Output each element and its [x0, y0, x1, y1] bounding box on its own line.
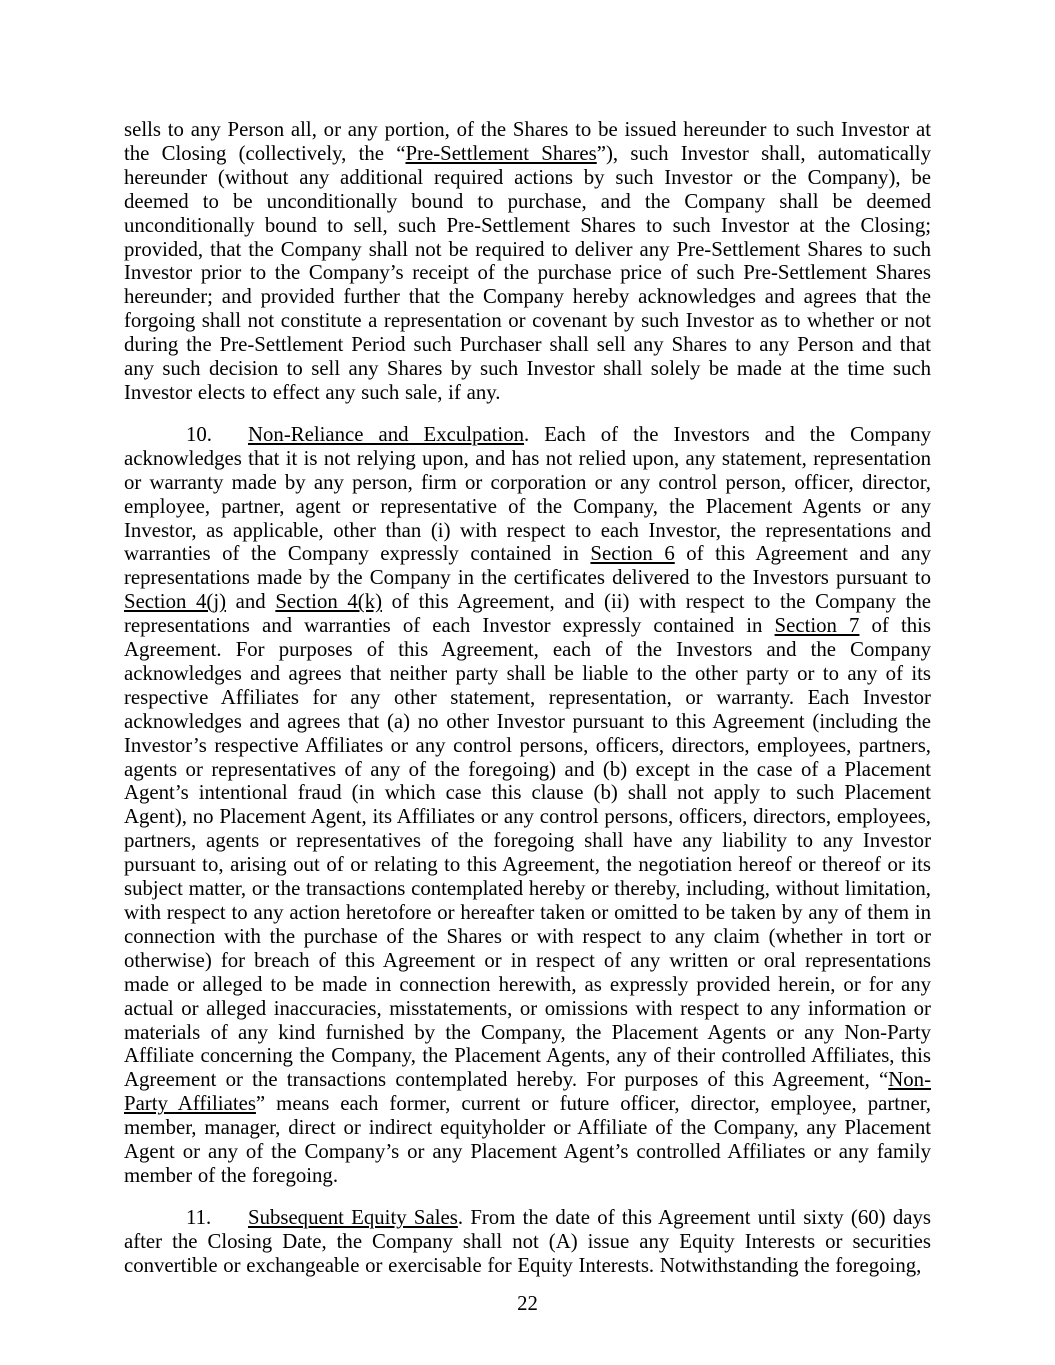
underlined-term: Section 4(j) [124, 590, 227, 614]
paragraph-number: 11. [186, 1205, 212, 1229]
section-10-non-reliance-and-exculpation-paragraph [124, 423, 931, 1188]
underlined-term: Subsequent Equity Sales [248, 1205, 458, 1229]
text-run: . From the date of this Agreement until sixty (60) days after the Closing Date, the Company shall not (A) issue any Equity Interests or securities convertible or exchangeable or exercisable for Equity Interests. Notwithstanding the foregoing, [124, 1205, 931, 1277]
text-run: . Each of the Investors and the Company acknowledges that it is not relying upon, and has not relied upon, any statement, representation or warranty made by any person, firm or corporation or any control person, officer, director, employee, partner, agent or representative of the Company, the Placement Agents or any Investor, as applicable, other than (i) with respect to each Investor, the representations and warranties of the Company expressly contained in [124, 422, 931, 566]
pre-settlement-shares-continuation-paragraph [124, 118, 931, 405]
text-run: of this Agreement and any representations made by the Company in the certificates delivered to the Investors pursuant to [124, 542, 931, 590]
underlined-term: Pre-Settlement Shares [405, 141, 597, 165]
paragraph-number: 10. [186, 422, 212, 446]
underlined-term: Non-Party Affiliates [124, 1068, 931, 1116]
text-run: of this Agreement, and (ii) with respect to the Company the representations and warranties of each Investor expressly contained in [124, 590, 931, 638]
underlined-term: Section 4(k) [275, 590, 383, 614]
underlined-term: Section 6 [590, 542, 675, 566]
text-run: and [226, 590, 276, 614]
page-number: 22 [517, 1292, 538, 1315]
text-run: ” means each former, current or future officer, director, employee, partner, member, manager, direct or indirect equityholder or Affiliate of the Company, any Placement Agent or any of the Company’s or any Placement Agent’s controlled Affiliates or any family member of the foregoing. [124, 1092, 931, 1187]
document-body [124, 118, 931, 1278]
underlined-term: Non-Reliance and Exculpation [248, 422, 524, 446]
section-11-subsequent-equity-sales-paragraph [124, 1206, 931, 1278]
underlined-term: Section 7 [774, 614, 860, 638]
page-footer [0, 1292, 1055, 1316]
text-run: of this Agreement. For purposes of this Agreement, each of the Investors and the Company acknowledges and agrees that neither party shall be liable to the other party or to any of its respective Affiliates for any other statement, representation, or warranty. Each Investor acknowledges and agrees that (a) no other Investor pursuant to this Agreement (including the Investor’s respective Affiliates or any control persons, officers, directors, employees, partners, agents or representatives of any of the foregoing) and (b) except in the case of a Placement Agent’s intentional fraud (in which case this clause (b) shall not apply to such Placement Agent), no Placement Agent, its Affiliates or any control persons, officers, directors, employees, partners, agents or representatives of the foregoing shall have any liability to any Investor pursuant to, arising out of or relating to this Agreement, the negotiation hereof or thereof or its subject matter, or the transactions contemplated hereby or thereby, including, without limitation, with respect to any action heretofore or hereafter taken or omitted to be taken by any of them in connection with the purchase of the Shares or with respect to any claim (whether in tort or otherwise) for breach of this Agreement or in respect of any written or oral representations made or alleged to be made in connection herewith, as expressly provided herein, or for any actual or alleged inaccuracies, misstatements, or omissions with respect to any information or materials of any kind furnished by the Company, the Placement Agents or any Non-Party Affiliate concerning the Company, the Placement Agents, any of their controlled Affiliates, this Agreement or the transactions contemplated hereby. For purposes of this Agreement, “ [124, 614, 932, 1092]
text-run: ”), such Investor shall, automatically hereunder (without any additional required actions by such Investor or the Company), be deemed to be unconditionally bound to purchase, and the Company shall be deemed unconditionally bound to sell, such Pre-Settlement Shares to such Investor at the Closing; provided, that the Company shall not be required to deliver any Pre-Settlement Shares to such Investor prior to the Company’s receipt of the purchase price of such Pre-Settlement Shares hereunder; and provided further that the Company hereby acknowledges and agrees that the forgoing shall not constitute a representation or covenant by such Investor as to whether or not during the Pre-Settlement Period such Purchaser shall sell any Shares to any Person and that any such decision to sell any Shares by such Investor shall solely be made at the time such Investor elects to effect any such sale, if any. [124, 141, 931, 404]
text-run: sells to any Person all, or any portion, of the Shares to be issued hereunder to such Investor at the Closing (collectively, the “ [124, 118, 931, 165]
